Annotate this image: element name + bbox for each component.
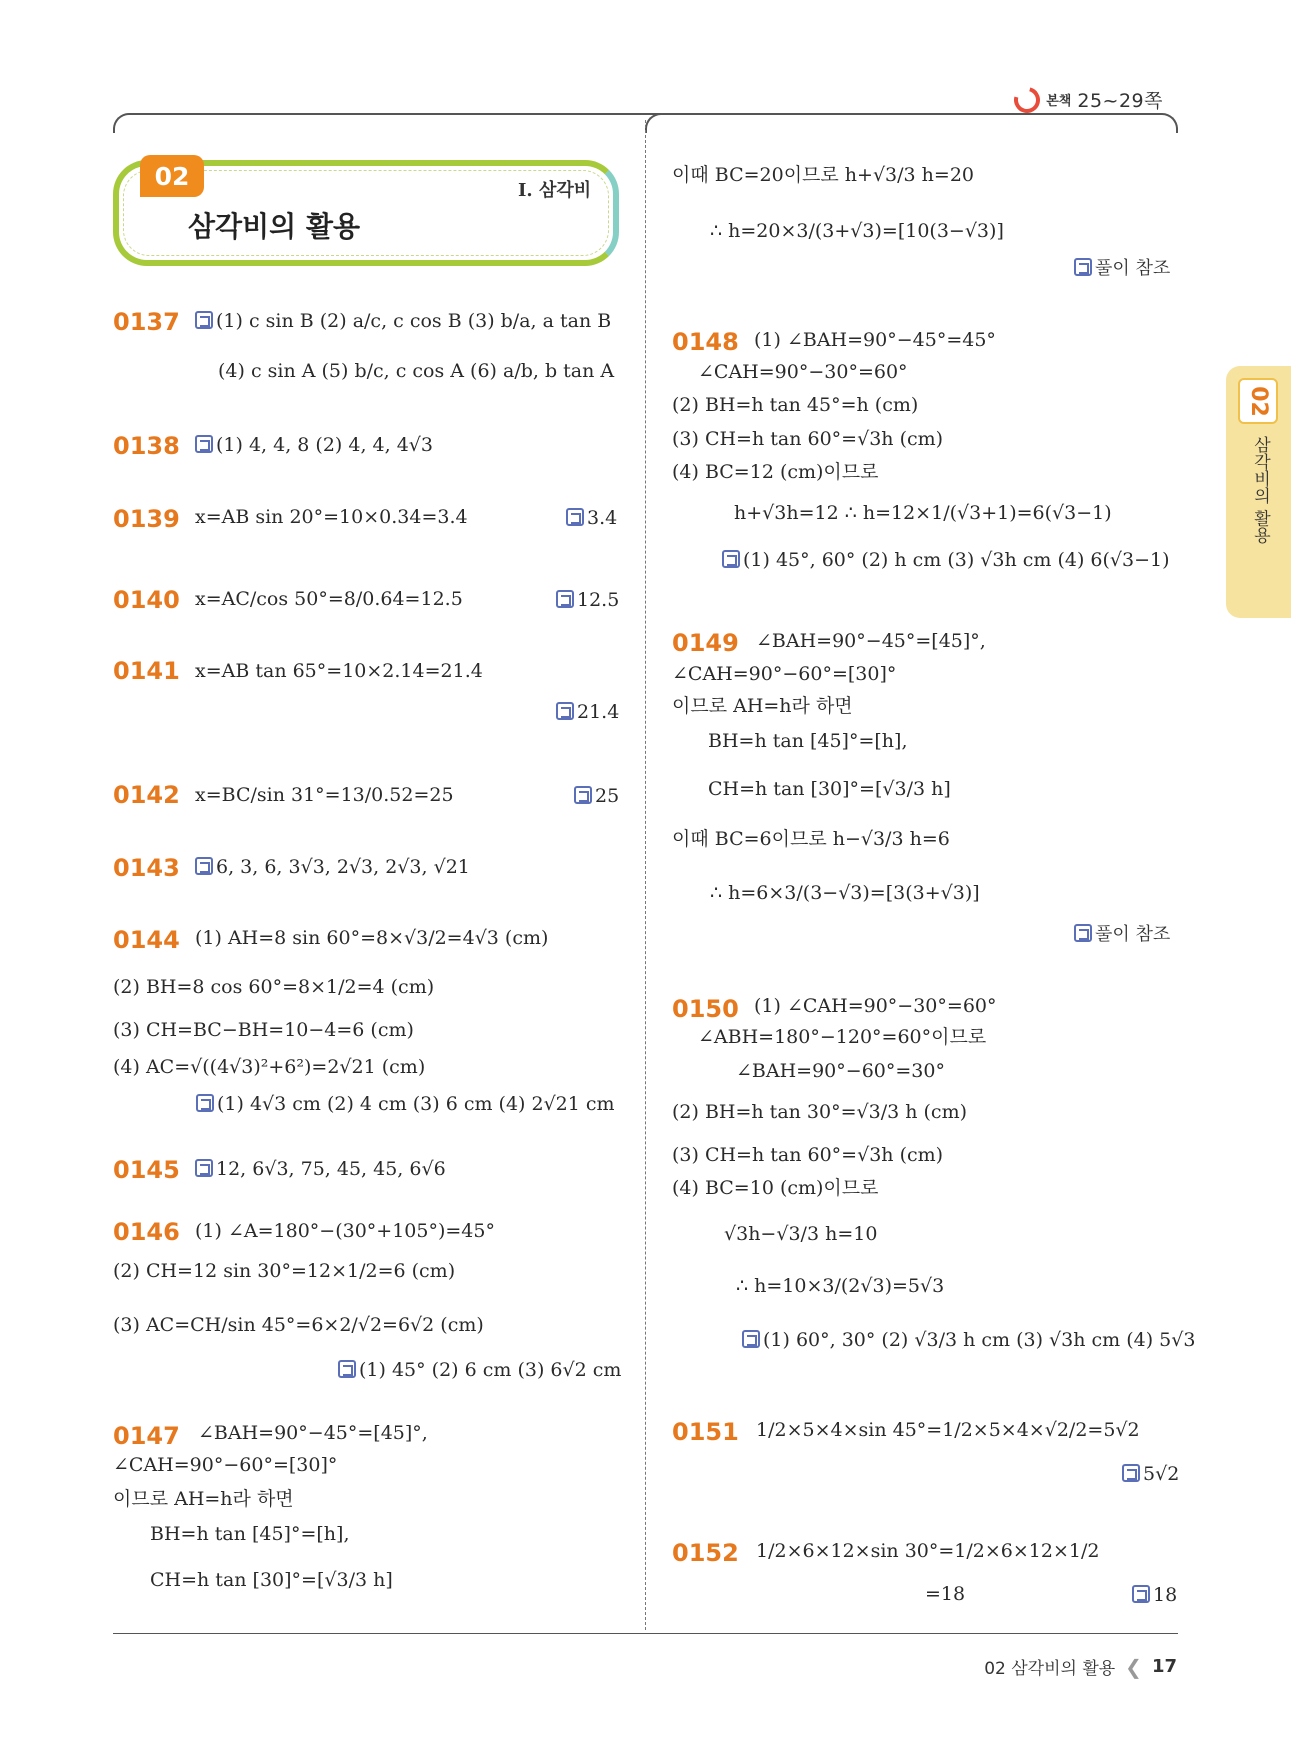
return-arrow-icon bbox=[1009, 82, 1045, 118]
chapter-side-tab[interactable] bbox=[1226, 366, 1291, 618]
solution-line: x=AC/cos 50°=8/0.64=12.5 bbox=[195, 588, 463, 610]
solution-line: ∴ h=20×3/(3+√3)=[10(3−√3)] bbox=[710, 220, 1004, 242]
solution-line: (2) BH=8 cos 60°=8×1/2=4 (cm) bbox=[113, 976, 435, 998]
solution-line: (2) CH=12 sin 30°=12×1/2=6 (cm) bbox=[113, 1260, 456, 1282]
solution-line: ∴ h=6×3/(3−√3)=[3(3+√3)] bbox=[710, 882, 980, 904]
solution-line: BH=h tan [45]°=[h], bbox=[708, 730, 908, 752]
solution-line: (3) AC=CH/sin 45°=6×2/√2=6√2 (cm) bbox=[113, 1314, 484, 1336]
page-reference bbox=[1014, 86, 1163, 113]
answer-icon bbox=[1074, 258, 1092, 276]
answer: 풀이 참조 bbox=[1074, 924, 1170, 944]
solution-line: ∠CAH=90°−60°=[30]° bbox=[113, 1454, 338, 1476]
answer-icon bbox=[742, 1330, 760, 1348]
solution-line: √3h−√3/3 h=10 bbox=[724, 1223, 878, 1245]
problem-number: 0144 bbox=[113, 926, 180, 954]
problem-number: 0152 bbox=[672, 1539, 739, 1567]
page-number: 17 bbox=[1151, 1656, 1177, 1677]
solution-line: ∠BAH=90°−45°=[45]°, bbox=[198, 1422, 428, 1444]
answer-line: 12, 6√3, 75, 45, 45, 6√6 bbox=[195, 1159, 446, 1179]
answer: (1) 4√3 cm (2) 4 cm (3) 6 cm (4) 2√21 cm bbox=[196, 1094, 615, 1114]
answer: 21.4 bbox=[556, 702, 619, 722]
answer-line: (4) c sin A (5) b/c, c cos A (6) a/b, b tan A bbox=[218, 360, 615, 382]
solution-line: (1) ∠A=180°−(30°+105°)=45° bbox=[195, 1220, 495, 1242]
answer: (1) 60°, 30° (2) √3/3 h cm (3) √3h cm (4) 5√3 bbox=[742, 1330, 1195, 1350]
solution-line: (3) CH=h tan 60°=√3h (cm) bbox=[672, 428, 944, 450]
problem-number: 0141 bbox=[113, 657, 180, 685]
solution-line: =18 bbox=[925, 1583, 966, 1605]
solution-line: 1/2×5×4×sin 45°=1/2×5×4×√2/2=5√2 bbox=[756, 1419, 1140, 1441]
problem-number: 0140 bbox=[113, 586, 180, 614]
problem-number: 0139 bbox=[113, 505, 180, 533]
solution-line: CH=h tan [30]°=[√3/3 h] bbox=[150, 1569, 393, 1591]
solution-line: (4) BC=10 (cm)이므로 bbox=[672, 1177, 879, 1199]
footer-chapter: 02 삼각비의 활용 bbox=[984, 1659, 1116, 1679]
answer-icon bbox=[195, 857, 213, 875]
answer-icon bbox=[338, 1360, 356, 1378]
solution-line: BH=h tan [45]°=[h], bbox=[150, 1523, 350, 1545]
problem-number: 0137 bbox=[113, 308, 180, 336]
answer-icon bbox=[1074, 924, 1092, 942]
solution-line: 이때 BC=20이므로 h+√3/3 h=20 bbox=[672, 164, 975, 186]
chevron-left-icon: ❮ bbox=[1125, 1654, 1142, 1679]
problem-number: 0142 bbox=[113, 781, 180, 809]
answer-line: 6, 3, 6, 3√3, 2√3, 2√3, √21 bbox=[195, 857, 470, 877]
problem-number: 0147 bbox=[113, 1422, 180, 1450]
answer-icon bbox=[196, 1094, 214, 1112]
problem-number: 0151 bbox=[672, 1418, 739, 1446]
solution-line: ∠ABH=180°−120°=60°이므로 bbox=[698, 1026, 987, 1048]
answer-icon bbox=[556, 590, 574, 608]
solution-line: (2) BH=h tan 45°=h (cm) bbox=[672, 394, 919, 416]
problem-number: 0150 bbox=[672, 995, 739, 1023]
section-title: 삼각비의 활용 bbox=[188, 210, 361, 243]
problem-number: 0146 bbox=[113, 1218, 180, 1246]
solution-line: 이므로 AH=h라 하면 bbox=[672, 695, 853, 717]
answer: 25 bbox=[574, 786, 619, 806]
answer: (1) 45°, 60° (2) h cm (3) √3h cm (4) 6(√3−1) bbox=[722, 550, 1170, 570]
answer: 5√2 bbox=[1122, 1464, 1179, 1484]
solution-line: 이므로 AH=h라 하면 bbox=[113, 1488, 294, 1510]
solution-line: h+√3h=12 ∴ h=12×1/(√3+1)=6(√3−1) bbox=[734, 502, 1112, 524]
answer: 12.5 bbox=[556, 590, 619, 610]
solution-line: (1) ∠CAH=90°−30°=60° bbox=[754, 995, 997, 1017]
solution-line: (3) CH=h tan 60°=√3h (cm) bbox=[672, 1144, 944, 1166]
side-tab-label: 삼각비의 활용 bbox=[1250, 436, 1270, 544]
answer-icon bbox=[574, 786, 592, 804]
answer-icon bbox=[195, 435, 213, 453]
solution-line: ∠CAH=90°−30°=60° bbox=[698, 361, 908, 383]
side-tab-number: 02 bbox=[1238, 378, 1278, 424]
solution-line: CH=h tan [30]°=[√3/3 h] bbox=[708, 778, 951, 800]
solution-line: (4) BC=12 (cm)이므로 bbox=[672, 461, 879, 483]
solution-line: x=BC/sin 31°=13/0.52=25 bbox=[195, 784, 454, 806]
problem-number: 0138 bbox=[113, 432, 180, 460]
answer-line: (1) c sin B (2) a/c, c cos B (3) b/a, a tan B bbox=[195, 311, 611, 331]
answer-icon bbox=[195, 311, 213, 329]
footer-rule bbox=[113, 1633, 1178, 1634]
solution-line: (3) CH=BC−BH=10−4=6 (cm) bbox=[113, 1019, 414, 1041]
answer: 3.4 bbox=[566, 508, 617, 528]
answer-icon bbox=[1132, 1585, 1150, 1603]
solution-line: x=AB tan 65°=10×2.14=21.4 bbox=[195, 660, 483, 682]
solution-line: 1/2×6×12×sin 30°=1/2×6×12×1/2 bbox=[756, 1540, 1100, 1562]
section-number-badge: 02 bbox=[140, 155, 204, 197]
answer-icon bbox=[195, 1159, 213, 1177]
answer-line: (1) 4, 4, 8 (2) 4, 4, 4√3 bbox=[195, 435, 433, 455]
problem-number: 0149 bbox=[672, 629, 739, 657]
answer: (1) 45° (2) 6 cm (3) 6√2 cm bbox=[338, 1360, 621, 1380]
solution-line: (1) AH=8 sin 60°=8×√3/2=4√3 (cm) bbox=[195, 927, 549, 949]
solution-line: (2) BH=h tan 30°=√3/3 h (cm) bbox=[672, 1101, 968, 1123]
solution-line: ∠BAH=90°−45°=[45]°, bbox=[756, 630, 986, 652]
problem-number: 0143 bbox=[113, 854, 180, 882]
solution-line: x=AB sin 20°=10×0.34=3.4 bbox=[195, 506, 468, 528]
problem-number: 0148 bbox=[672, 328, 739, 356]
answer-icon bbox=[566, 508, 584, 526]
solution-line: ∠CAH=90°−60°=[30]° bbox=[672, 663, 897, 685]
solution-line: ∠BAH=90°−60°=30° bbox=[736, 1060, 945, 1082]
column-divider bbox=[645, 120, 646, 1630]
solution-line: (1) ∠BAH=90°−45°=45° bbox=[754, 329, 996, 351]
answer-icon bbox=[556, 702, 574, 720]
solution-line: 이때 BC=6이므로 h−√3/3 h=6 bbox=[672, 828, 950, 850]
answer: 18 bbox=[1132, 1585, 1177, 1605]
answer: 풀이 참조 bbox=[1074, 258, 1170, 278]
book-label: 본책 bbox=[1046, 94, 1072, 109]
answer-icon bbox=[1122, 1464, 1140, 1482]
page-range: 25~29쪽 bbox=[1077, 90, 1163, 112]
solution-line: (4) AC=√((4√3)²+6²)=2√21 (cm) bbox=[113, 1056, 426, 1078]
problem-number: 0145 bbox=[113, 1156, 180, 1184]
solution-line: ∴ h=10×3/(2√3)=5√3 bbox=[736, 1275, 945, 1297]
page-footer bbox=[984, 1654, 1177, 1679]
unit-label: I. 삼각비 bbox=[518, 180, 592, 201]
answer-icon bbox=[722, 550, 740, 568]
